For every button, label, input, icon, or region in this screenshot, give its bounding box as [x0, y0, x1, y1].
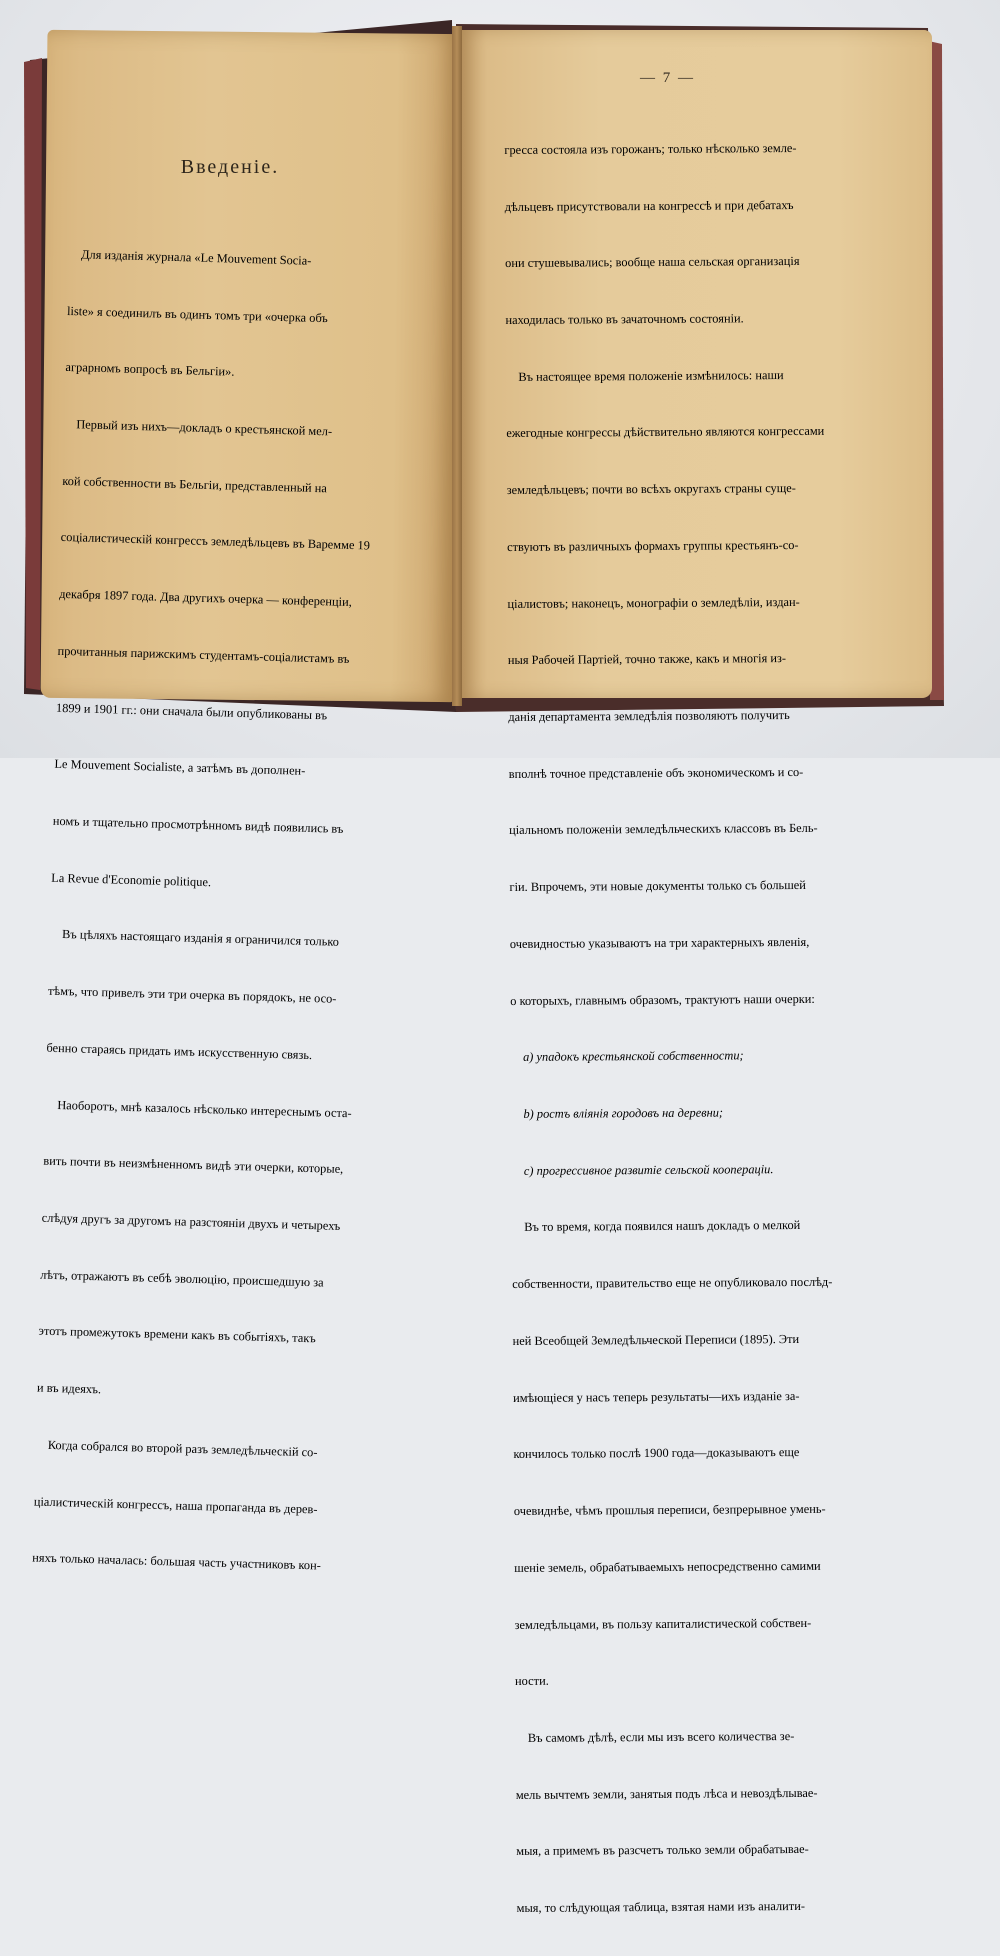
text-line: о которыхъ, главнымъ образомъ, трактуютъ наши очерки: [510, 991, 815, 1008]
text-line: ціальномъ положеніи земледѣльческихъ классовъ въ Бель- [509, 821, 818, 838]
text-line: ствуютъ въ различныхъ формахъ группы крестьянъ-со- [507, 537, 799, 554]
text-line: земледѣльцами, въ пользу капиталистической собствен- [514, 1615, 812, 1632]
right-page-text [504, 101, 837, 1956]
text-line: мель вычтемъ земли, занятыя подъ лѣса и невоздѣлывае- [515, 1785, 818, 1802]
text-line: кой собственности въ Бельгіи, представленный на [62, 473, 328, 495]
text-line: Le Mouvement Socialiste, а затѣмъ въ дополнен- [54, 757, 306, 779]
text-line: очевидностью указываютъ на три характерныхъ явленія, [509, 934, 810, 951]
text-line: Въ цѣляхъ настоящаго изданія я ограничился только [49, 927, 340, 950]
page-number: — 7 — [640, 70, 695, 86]
text-line: соціалистическій конгрессъ земледѣльцевъ въ Варемме 19 [60, 530, 371, 553]
text-line: 1899 и 1901 гг.: они сначала были опубликованы въ [55, 700, 328, 722]
text-line: няхъ только началась: большая часть участниковъ кон- [32, 1550, 322, 1573]
text-line: этотъ промежутокъ времени какъ въ событіяхъ, такъ [38, 1324, 316, 1346]
text-line: гіи. Впрочемъ, эти новые документы только съ большей [509, 878, 806, 895]
text-line: тѣмъ, что привелъ эти три очерка въ порядокъ, не осо- [47, 983, 337, 1006]
text-line: бенно стараясь придать имъ искусственную связь. [46, 1040, 313, 1062]
text-line: собственности, правительство еще не опубликовало послѣд- [512, 1274, 833, 1292]
text-line: они стушевывались; вообще наша сельская организація [505, 254, 800, 271]
text-line: Въ самомъ дѣлѣ, если мы изъ всего количества зе- [515, 1728, 795, 1745]
text-line: номъ и тщательно просмотрѣнномъ видѣ появились въ [52, 813, 344, 836]
text-line: лѣтъ, отражаютъ въ себѣ эволюцію, происшедшую за [39, 1267, 324, 1290]
text-line: ныя Рабочей Партіей, точно также, какъ и многія из- [507, 651, 787, 668]
text-line: ежегодные конгрессы дѣйствительно являются конгрессами [506, 424, 825, 441]
text-line: мыя, то слѣдующая таблица, взятая нами изъ аналити- [516, 1899, 806, 1916]
text-line: данія департамента земледѣлія позволяютъ получить [508, 708, 790, 724]
text-line: шеніе земель, обрабатываемыхъ непосредственно самими [514, 1558, 821, 1575]
text-line: b) ростъ вліянія городовъ на деревни; [511, 1105, 724, 1122]
text-line: вполнѣ точное представленіе объ экономическомъ и со- [508, 764, 804, 781]
text-line: имѣющіеся у насъ теперь результаты—ихъ изданіе за- [512, 1388, 800, 1405]
text-line: кончилось только послѣ 1900 года—доказываютъ еще [513, 1445, 800, 1462]
text-line: вить почти въ неизмѣненномъ видѣ эти очерки, которые, [43, 1153, 344, 1177]
text-line: земледѣльцевъ; почти во всѣхъ округахъ страны суще- [506, 481, 796, 498]
text-line: слѣдуя другъ за другомъ на разстояніи двухъ и четырехъ [41, 1210, 341, 1233]
text-line: Когда собрался во второй разъ земледѣльческій со- [35, 1437, 318, 1460]
text-line: очевиднѣе, чѣмъ прошлыя переписи, безпрерывное умень- [513, 1501, 826, 1519]
book-spine-gutter [452, 26, 462, 706]
text-line: находилась только въ зачаточномъ состояніи. [505, 311, 744, 327]
text-line: ціалистическій конгрессъ, наша пропаганда въ дерев- [33, 1494, 318, 1517]
page-heading: Введеніе. [180, 156, 280, 178]
text-line: дѣльцевъ присутствовали на конгрессѣ и при дебатахъ [504, 197, 794, 214]
text-line: гресса состояла изъ горожанъ; только нѣсколько земле- [504, 140, 797, 157]
text-line: Первый изъ нихъ—докладъ о крестьянской мел- [63, 416, 333, 439]
text-line: прочитанныя парижскимъ студентамъ-соціалистамъ въ [57, 643, 350, 666]
text-line: ности. [514, 1673, 549, 1689]
text-line: c) прогрессивное развитіе сельской коопераціи. [511, 1161, 774, 1178]
text-line: Въ настоящее время положеніе измѣнилось: наши [505, 367, 784, 384]
text-line: аграрномъ вопросѣ въ Бельгіи». [65, 360, 235, 379]
text-line: ціалистовъ; наконецъ, монографіи о земледѣліи, издан- [507, 594, 800, 611]
text-line: Въ то время, когда появился нашъ докладъ о мелкой [511, 1218, 801, 1235]
text-line: мыя, а примемъ въ разсчетъ только земли обрабатывае- [516, 1842, 809, 1859]
text-line: декабря 1897 года. Два другихъ очерка — конференціи, [58, 586, 353, 610]
text-line: и въ идеяхъ. [36, 1380, 102, 1397]
text-line: ней Всеобщей Земледѣльческой Переписи (1895). Эти [512, 1331, 800, 1348]
text-line: а) упадокъ крестьянской собственности; [510, 1048, 744, 1065]
text-line: Для изданія журнала «Le Mouvement Socia- [68, 246, 312, 268]
text-line: La Revue d'Economie politique. [51, 870, 212, 889]
text-line: liste» я соединилъ въ одинъ томъ три «очерка объ [66, 303, 329, 325]
text-line: Наоборотъ, мнѣ казалось нѣсколько интереснымъ оста- [44, 1097, 352, 1120]
left-page-text [31, 207, 379, 1614]
